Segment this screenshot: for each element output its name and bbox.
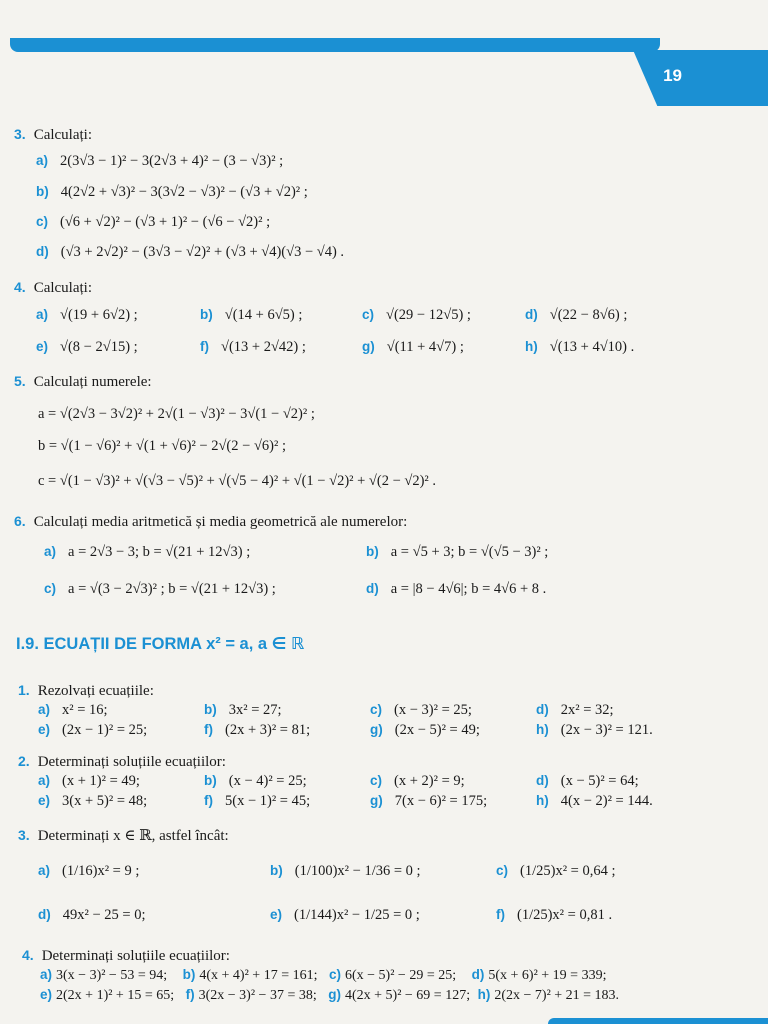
item-row-4-bottom: e) 2(2x + 1)² + 15 = 65; f) 3(2x − 3)² − 37 = 38; g) 4(2x + 5)² − 69 = 127; h) 2(2x − 7)² + 21 = 183.	[40, 987, 620, 1003]
exercise-6-header	[14, 512, 407, 531]
item-1b: b) 3x² = 27;	[204, 702, 282, 718]
exercise-4-section-header	[22, 946, 230, 965]
expression: 2(3√3 − 1)² − 3(2√3 + 4)² − (3 − √3)² ;	[60, 153, 284, 169]
item-2a: a) (x + 1)² = 49;	[38, 773, 140, 789]
item-4h: h) √(13 + 4√10) .	[525, 339, 635, 355]
expression-b: b = √(1 − √6)² + √(1 + √6)² − 2√(2 − √6)² ;	[38, 438, 286, 454]
item-2c: c) (x + 2)² = 9;	[370, 773, 465, 789]
page-number-tab	[633, 50, 768, 106]
item-1h: h) (2x − 3)² = 121.	[536, 722, 653, 738]
item-3c: c) (√6 + √2)² − (√3 + 1)² − (√6 − √2)² ;	[36, 214, 271, 230]
item-4a: a) √(19 + 6√2) ;	[36, 307, 138, 323]
item-6d: d) a = |8 − 4√6|; b = 4√6 + 8 .	[366, 581, 547, 597]
exercise-number: 4.	[22, 947, 34, 963]
item-4d: d) √(22 − 8√6) ;	[525, 307, 628, 323]
exercise-title: Calculați:	[33, 280, 93, 296]
exercise-title: Calculați:	[33, 127, 93, 143]
item-s3c: c) (1/25)x² = 0,64 ;	[496, 863, 616, 879]
item-3d: d) (√3 + 2√2)² − (3√3 − √2)² + (√3 + √4)(√3 − √4) .	[36, 244, 345, 260]
exercise-title: Calculați numerele:	[33, 374, 152, 390]
exercise-title: Calculați media aritmetică și media geometrică ale numerelor:	[33, 514, 408, 530]
expression-a: a = √(2√3 − 3√2)² + 2√(1 − √3)² − 3√(1 − √2)² ;	[38, 406, 315, 422]
item-1f: f) (2x + 3)² = 81;	[204, 722, 311, 738]
item-2e: e) 3(x + 5)² = 48;	[38, 793, 148, 809]
item-6c: c) a = √(3 − 2√3)² ; b = √(21 + 12√3) ;	[44, 581, 276, 597]
expression: (√6 + √2)² − (√3 + 1)² − (√6 − √2)² ;	[60, 214, 271, 230]
exercise-3-header	[14, 125, 92, 144]
item-4c: c) √(29 − 12√5) ;	[362, 307, 471, 323]
exercise-number: 1.	[18, 682, 30, 698]
item-1e: e) (2x − 1)² = 25;	[38, 722, 148, 738]
exercise-5-header	[14, 372, 152, 391]
page-number: 19	[663, 66, 682, 85]
item-3a: a) 2(3√3 − 1)² − 3(2√3 + 4)² − (3 − √3)² ;	[36, 153, 284, 169]
header-bar	[10, 38, 660, 52]
item-3b: b) 4(2√2 + √3)² − 3(3√2 − √3)² − (√3 + √2)² ;	[36, 184, 308, 200]
item-1g: g) (2x − 5)² = 49;	[370, 722, 480, 738]
exercise-3-section-header	[18, 826, 229, 845]
item-2b: b) (x − 4)² = 25;	[204, 773, 307, 789]
expression-c: c = √(1 − √3)² + √(√3 − √5)² + √(√5 − 4)² + √(1 − √2)² + √(2 − √2)² .	[38, 473, 437, 489]
exercise-4-header	[14, 278, 92, 297]
item-s3f: f) (1/25)x² = 0,81 .	[496, 907, 613, 923]
section-heading: I.9. ECUAȚII DE FORMA x² = a, a ∈ ℝ	[16, 635, 305, 653]
exercise-number: 3.	[14, 126, 26, 142]
item-6b: b) a = √5 + 3; b = √(√5 − 3)² ;	[366, 544, 549, 560]
item-4g: g) √(11 + 4√7) ;	[362, 339, 464, 355]
exercise-number: 5.	[14, 373, 26, 389]
item-2d: d) (x − 5)² = 64;	[536, 773, 639, 789]
exercise-number: 2.	[18, 753, 30, 769]
item-2h: h) 4(x − 2)² = 144.	[536, 793, 653, 809]
exercise-title: Determinați soluțiile ecuațiilor:	[41, 948, 230, 964]
exercise-title: Determinați x ∈ ℝ, astfel încât:	[37, 828, 229, 844]
item-4e: e) √(8 − 2√15) ;	[36, 339, 138, 355]
item-2f: f) 5(x − 1)² = 45;	[204, 793, 311, 809]
footer-bar	[548, 1018, 768, 1024]
item-1d: d) 2x² = 32;	[536, 702, 614, 718]
item-s3d: d) 49x² − 25 = 0;	[38, 907, 146, 923]
expression: (√3 + 2√2)² − (3√3 − √2)² + (√3 + √4)(√3 − √4) .	[60, 244, 345, 260]
exercise-number: 3.	[18, 827, 30, 843]
item-s3e: e) (1/144)x² − 1/25 = 0 ;	[270, 907, 420, 923]
item-row-4-top: a) 3(x − 3)² − 53 = 94; b) 4(x + 4)² + 17 = 161; c) 6(x − 5)² − 29 = 25; d) 5(x + 6)² + 19 = 339;	[40, 967, 607, 983]
item-2g: g) 7(x − 6)² = 175;	[370, 793, 488, 809]
item-1c: c) (x − 3)² = 25;	[370, 702, 472, 718]
exercise-title: Determinați soluțiile ecuațiilor:	[37, 754, 226, 770]
item-1a: a) x² = 16;	[38, 702, 108, 718]
exercise-title: Rezolvați ecuațiile:	[37, 683, 154, 699]
item-s3a: a) (1/16)x² = 9 ;	[38, 863, 140, 879]
exercise-1-header	[18, 681, 154, 700]
item-4f: f) √(13 + 2√42) ;	[200, 339, 306, 355]
item-6a: a) a = 2√3 − 3; b = √(21 + 12√3) ;	[44, 544, 251, 560]
exercise-number: 6.	[14, 513, 26, 529]
expression: 4(2√2 + √3)² − 3(3√2 − √3)² − (√3 + √2)² ;	[60, 184, 308, 200]
item-4b: b) √(14 + 6√5) ;	[200, 307, 303, 323]
exercise-2-header	[18, 752, 226, 771]
exercise-number: 4.	[14, 279, 26, 295]
item-s3b: b) (1/100)x² − 1/36 = 0 ;	[270, 863, 421, 879]
